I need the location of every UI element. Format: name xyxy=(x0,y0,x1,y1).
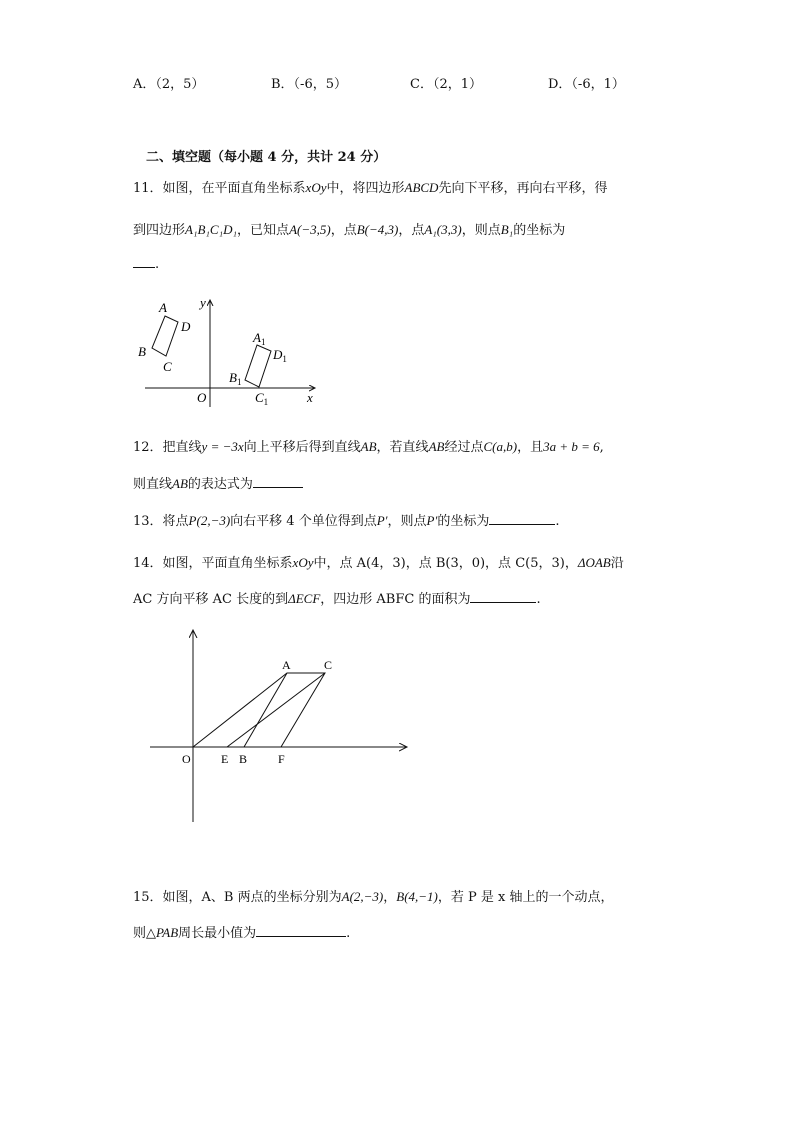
label-a1: $A_1$ xyxy=(253,330,266,347)
q13-line: 13．将点P(2,−3)向右平移 4 个单位得到点P′，则点P′的坐标为 . xyxy=(133,513,560,529)
q13-answer-blank xyxy=(489,512,555,525)
q11-line1: 11．如图，在平面直角坐标系xOy中，将四边形ABCD先向下平移，再向右平移，得 xyxy=(133,180,608,196)
option-a: A．（2，5） xyxy=(133,77,205,92)
label-c: C xyxy=(163,359,172,374)
label-a: A xyxy=(159,300,167,315)
option-d: D．（-6，1） xyxy=(548,77,625,92)
q11-line3: . xyxy=(133,255,159,272)
label-b1: $B_1$ xyxy=(229,370,242,387)
q14-answer-blank xyxy=(470,590,536,603)
q14-line2: AC 方向平移 AC 长度的到ΔECF，四边形 ABFC 的面积为 . xyxy=(133,591,541,607)
label-o: O xyxy=(197,390,207,405)
q11-answer-blank xyxy=(133,255,155,268)
q15-answer-blank xyxy=(256,924,346,937)
q12-line1: 12．把直线y = −3x向上平移后得到直线AB，若直线AB经过点C(a,b)，且3a + b = 6, xyxy=(133,439,604,455)
q11-line2: 到四边形A₁B₁C₁D₁，已知点A(−3,5)，点B(−4,3)，点A₁(3,3)，则点B₁的坐标为 xyxy=(133,222,566,238)
segment-ce xyxy=(227,673,325,747)
label-x: x xyxy=(307,390,313,405)
q15-line1: 15．如图，A、B 两点的坐标分别为A(2,−3)，B(4,−1)，若 P 是 x 轴上的一个动点， xyxy=(133,889,614,905)
label-o: O xyxy=(182,752,191,766)
label-b: B xyxy=(138,344,146,359)
quad-a1b1c1d1 xyxy=(245,345,271,387)
label-e: E xyxy=(221,752,229,766)
q14-line1: 14．如图，平面直角坐标系xOy中，点 A(4，3)，点 B(3，0)，点 C(5，3)，ΔOAB沿 xyxy=(133,555,624,571)
segment-ab xyxy=(244,673,287,747)
label-c: C xyxy=(324,658,333,672)
label-y: y xyxy=(200,295,206,310)
label-d: D xyxy=(181,319,191,334)
label-c1: $C_1$ xyxy=(255,390,269,407)
option-c: C．（2，1） xyxy=(410,77,482,92)
q14-figure xyxy=(145,622,415,827)
option-b: B．（-6，5） xyxy=(271,77,347,92)
label-b: B xyxy=(239,752,248,766)
q11-figure xyxy=(135,292,325,412)
label-a: A xyxy=(282,658,291,672)
triangle-edges xyxy=(193,673,325,747)
quad-abcd xyxy=(152,316,178,356)
section-heading: 二、填空题（每小题 4 分，共计 24 分） xyxy=(146,150,387,165)
label-f: F xyxy=(278,752,285,766)
label-d1: $D_1$ xyxy=(273,347,287,364)
q15-line2: 则△PAB周长最小值为 . xyxy=(133,925,351,941)
q12-answer-blank xyxy=(253,475,303,488)
q12-line2: 则直线AB的表达式为 xyxy=(133,473,303,492)
